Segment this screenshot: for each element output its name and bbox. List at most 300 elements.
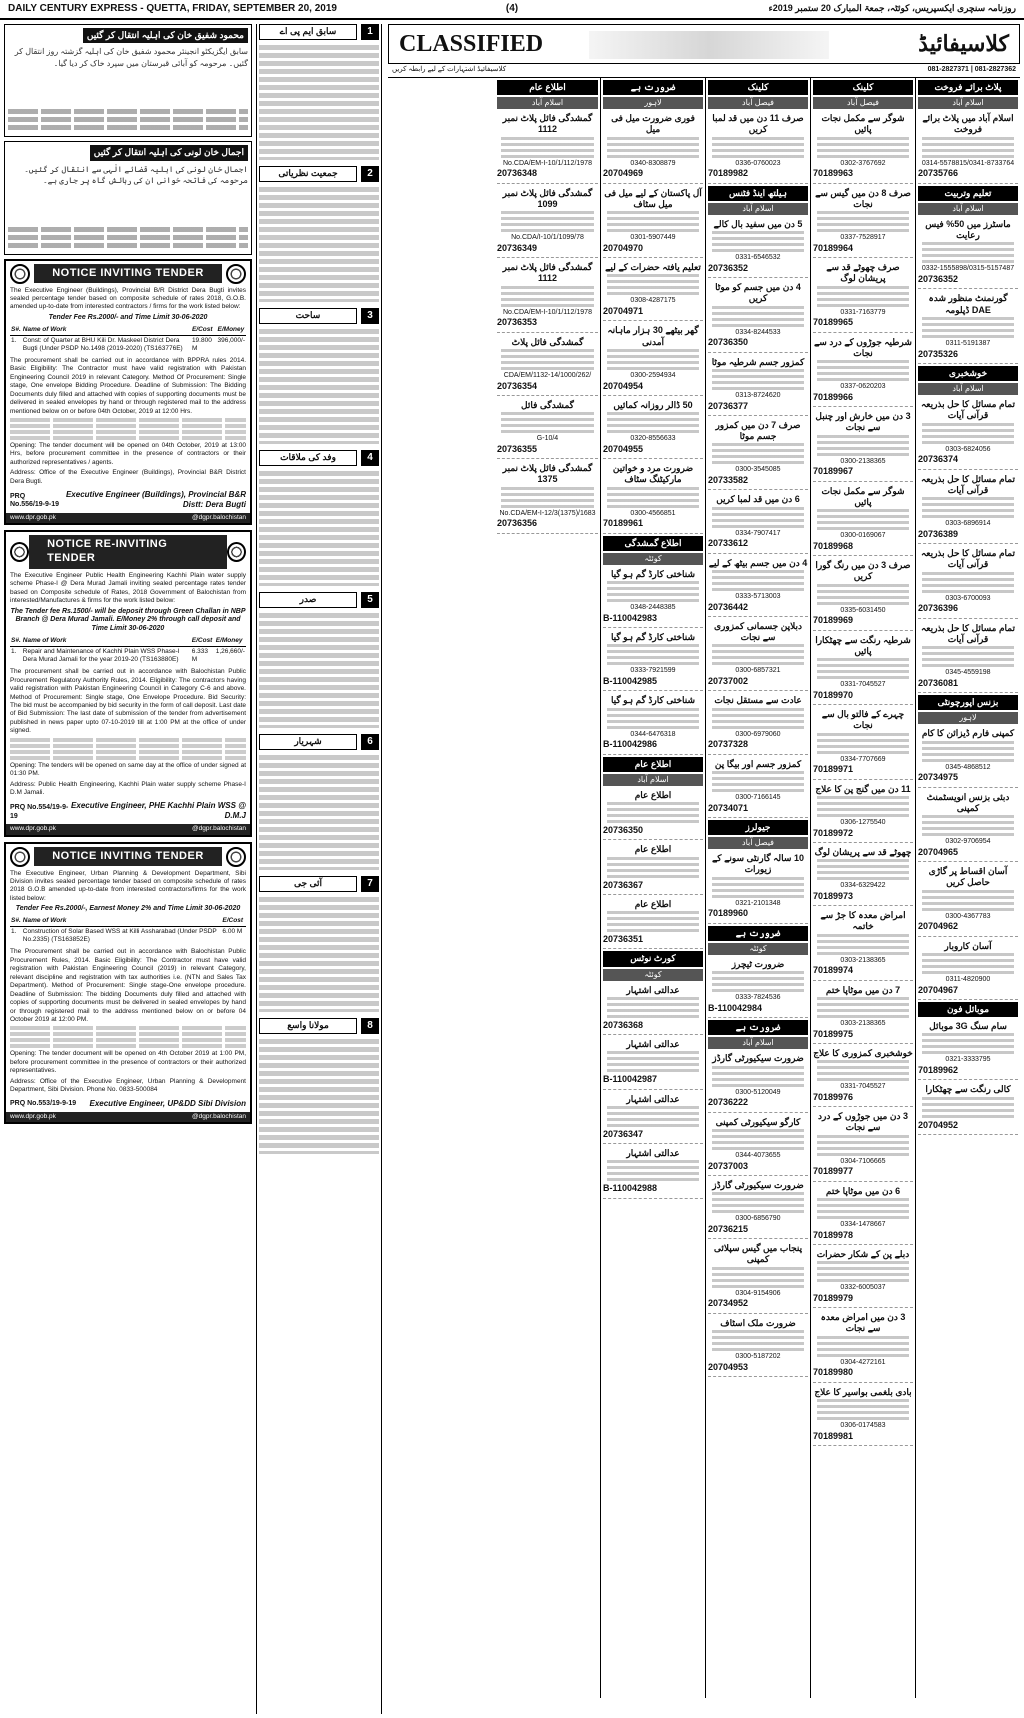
ad-phone: 0345-4868512 [945, 763, 991, 771]
ad-title: 4 دن میں جسم بیٹھ کے لیے [708, 557, 808, 568]
tender-opening: Opening: The tenders will be opened on same day at the office of under signed at 01:30 PM. [10, 761, 246, 778]
classified-ad [708, 619, 808, 692]
ad-code: 20737328 [708, 739, 749, 750]
ad-code: 70189968 [813, 540, 854, 551]
tender-fee: The Tender fee Rs.1500/- will be deposit through Green Challan in NBP Branch @ Dera Murad Jamali. E/Money 2% through call deposit and Time Limit 30-06-2020 [10, 607, 246, 633]
ad-code: 20736347 [603, 1128, 644, 1139]
text-placeholder-line [259, 567, 379, 572]
ad-phone: 0334-8244533 [735, 328, 781, 336]
text-placeholder-line [259, 361, 379, 366]
ad-code: 70189975 [813, 1028, 854, 1039]
ad-title: گمشدگی فائل پلاٹ نمبر 1112 [502, 113, 593, 135]
ad-code: 20733582 [708, 475, 749, 485]
text-placeholder-line [259, 479, 379, 484]
tender-sign-row [10, 799, 246, 821]
tender-body: The procurement shall be carried out in accordance with BPPRA rules 2014. Basic Eligibility: The Contractor must have valid registration with Pakistan Engineering Council 2019 in relevant Category. Method Of Procurement: Single stage, One envelope Bidding Procedure. Deadline of Submission: The Bidding Documents duly filled and attached with copies of supporting documents must be delivered in sealed envelopes by hand or through registered mail to the address mentioned below on or before 04th October, 2019 at 12:00 Hrs. [10, 356, 246, 415]
tender-header [10, 847, 246, 867]
condolence-text: سابق ایگزیکٹو انجینئر محمود شفیق خان کی اہلیہ گزشتہ روز انتقال کر گئیں۔ مرحومہ کو آبائی قبرستان میں سپرد خاک کر دیا گیا۔ [14, 47, 248, 68]
tender-cell: 396,000/- [217, 336, 245, 344]
text-placeholder-line [259, 621, 379, 626]
ad-code: 20733612 [708, 538, 749, 549]
text-placeholder-line [8, 117, 248, 122]
classified-ad [918, 472, 1018, 545]
news-block [259, 1018, 379, 1154]
ad-text-placeholder [922, 497, 1014, 519]
tender-opening: Opening: The tender document will be opened on 04th October, 2019 at 13:00 Hrs, before procurement committee in the presence of contractors or their authorized representatives / agents. [10, 442, 246, 466]
ad-phone: 0334-6329422 [840, 882, 886, 889]
ad-phone: 0331-6546532 [735, 254, 781, 261]
ad-title: تمام مسائل کا حل بذریعہ قرآنی آیات [920, 622, 1016, 644]
ad-code: 20736349 [497, 242, 538, 253]
text-placeholder-line [259, 771, 379, 776]
ad-phone: 0300-2138365 [840, 457, 886, 465]
text-placeholder-line [259, 787, 379, 792]
government-seal-icon [10, 264, 30, 284]
text-placeholder-line [259, 755, 379, 760]
text-placeholder-line [259, 725, 379, 728]
ad-code: 20736355 [497, 443, 538, 454]
classified-ad [918, 939, 1018, 1000]
ad-code: 70189974 [813, 965, 854, 976]
ad-text-placeholder [501, 211, 594, 233]
classified-ad [603, 842, 703, 895]
text-placeholder-line [10, 1032, 246, 1036]
text-placeholder-line [10, 744, 246, 748]
text-placeholder-line [259, 551, 379, 556]
condolence-title: اجمال خان لونی کی اہلیہ انتقال کر گئیں [90, 145, 248, 160]
tender-title: NOTICE INVITING TENDER [34, 847, 222, 867]
tender-cell: Repair and Maintenance of Kachhi Plain WSS Phase-I Dera Murad Jamali for the year 2019-20 (TS163880E) [22, 647, 180, 664]
text-placeholder-line [259, 1087, 379, 1092]
classified-ad [497, 111, 598, 184]
classified-ad [813, 707, 913, 780]
tender-fee: Tender Fee Rs.2000/-, Earnest Money 2% and Time Limit 30-06-2020 [15, 905, 241, 913]
classified-ad [708, 280, 808, 353]
ad-phone: 0303-2138365 [840, 956, 886, 964]
classified-category: خوشخبری [918, 366, 1018, 381]
text-placeholder-line [259, 977, 379, 982]
classified-column [705, 78, 810, 1698]
text-placeholder-line [259, 527, 379, 532]
ad-text-placeholder [607, 857, 699, 879]
text-placeholder-line [259, 677, 379, 682]
classified-category: تعلیم وتربیت [918, 186, 1018, 201]
ad-code: 20736389 [918, 528, 959, 539]
text-placeholder-line [259, 993, 379, 998]
classified-city: کوئٹہ [708, 943, 808, 955]
classified-ad [708, 757, 808, 818]
text-placeholder-line [259, 433, 379, 438]
text-placeholder-line [259, 259, 379, 264]
classified-ad [813, 484, 913, 557]
ad-text-placeholder [607, 911, 699, 933]
text-placeholder-line [259, 101, 379, 106]
ad-code: 70189971 [813, 764, 854, 775]
text-placeholder-line [259, 1063, 379, 1068]
ad-text-placeholder [712, 570, 804, 592]
text-placeholder-line [259, 1047, 379, 1052]
ad-text-placeholder [817, 1135, 909, 1157]
text-placeholder-line [259, 693, 379, 698]
text-placeholder-line [259, 203, 379, 208]
masthead-right: روزنامہ سنچری ایکسپریس، کوئٹہ، جمعۃ المبارک 20 ستمبر 2019ء [768, 3, 1016, 14]
ad-code: 20735766 [918, 168, 959, 179]
ad-title: گمشدگی فائل پلاٹ [511, 336, 584, 347]
ad-phone: 0320-8556633 [630, 435, 676, 442]
ad-phone: 0300-5187202 [735, 1352, 781, 1360]
ad-title: 3 دن میں خارش اور چنبل سے نجات [815, 411, 911, 433]
ad-title: اسلام آباد میں پلاٹ برائے فروخت [922, 113, 1014, 135]
ad-text-placeholder [607, 412, 699, 434]
ad-phone: 0331-7045527 [840, 1083, 886, 1090]
classified-ad [918, 397, 1018, 470]
tender-column-header: E/Cost [191, 636, 215, 647]
text-placeholder-line [259, 819, 379, 824]
tender-intro: The Executive Engineer Public Health Engineering Kachhi Plain water supply scheme Phase-I @ Dera Murad Jamali inviting sealed percentage rates tender based on Composite schedule of Rates, 2018 Government of Balochistan from interested/Manufactures & firms for the work listed below: [10, 571, 246, 605]
ad-title: ضرورت ملک اسٹاف [720, 1317, 796, 1328]
ad-title: عادت سے مستقل نجات [714, 695, 802, 706]
ad-phone: 0300-3545085 [735, 466, 781, 474]
ad-title: ضرورت مرد و خواتین مارکیٹنگ سٹاف [612, 463, 694, 485]
ad-code: 20736350 [603, 825, 644, 835]
classified-ad [603, 1037, 703, 1090]
prq-number: PRQ No.553/19-9-19 [10, 1099, 77, 1107]
text-placeholder-line [259, 1001, 379, 1006]
ad-title: صرف 8 دن میں گیس سے نجات [815, 187, 911, 209]
ad-text-placeholder [817, 934, 909, 956]
tender-header [10, 264, 246, 284]
ad-code: 20736081 [918, 677, 959, 688]
ad-text-placeholder [712, 507, 804, 529]
classified-ad [603, 461, 703, 534]
text-placeholder-line [259, 401, 379, 406]
text-placeholder-line [259, 867, 379, 870]
classified-ad [708, 111, 808, 184]
department-seal-icon [226, 847, 246, 867]
text-placeholder-line [259, 913, 379, 918]
tender-title: NOTICE INVITING TENDER [34, 264, 222, 284]
masthead-left: DAILY CENTURY EXPRESS - QUETTA, FRIDAY, SEPTEMBER 20, 2019 [8, 2, 337, 14]
text-placeholder-line [259, 495, 379, 500]
ad-code: 70189962 [918, 1065, 959, 1075]
ad-code: 20736377 [708, 400, 749, 411]
news-block [259, 308, 379, 444]
classified-ad [708, 1115, 808, 1176]
ad-text-placeholder [817, 435, 909, 457]
classified-city: اسلام آباد [918, 383, 1018, 395]
text-placeholder-line [259, 219, 379, 224]
classified-ad [918, 790, 1018, 863]
text-placeholder-line [259, 827, 379, 832]
ad-title: آل پاکستان کے لیے میل فی میل سٹاف [604, 187, 702, 209]
ad-title: گھر بیٹھے 30 ہزار ماہانہ آمدنی [607, 325, 699, 347]
ad-phone: 0333-7824536 [735, 994, 781, 1001]
text-placeholder-line [259, 337, 379, 342]
text-placeholder-line [8, 125, 248, 130]
tender-row [10, 646, 246, 665]
ad-title: 4 دن میں جسم کو موٹا کریں [715, 282, 801, 304]
ad-code: 70189963 [813, 168, 854, 179]
ad-text-placeholder [712, 443, 804, 465]
ad-code: 20736368 [603, 1019, 644, 1030]
ad-phone: 0321-3333795 [945, 1056, 991, 1064]
news-block [259, 592, 379, 728]
ad-text-placeholder [607, 1106, 699, 1128]
classified-category: اطلاع عام [603, 757, 703, 772]
classified-ad [708, 492, 808, 553]
text-placeholder-line [259, 503, 379, 508]
classified-column [600, 78, 705, 1698]
ad-text-placeholder [712, 306, 804, 328]
classified-ad [813, 908, 913, 981]
ad-text-placeholder [712, 1267, 804, 1289]
classified-ad [813, 1184, 913, 1245]
text-placeholder-line [259, 283, 379, 288]
text-placeholder-line [259, 1055, 379, 1060]
ad-title: تمام مسائل کا حل بذریعہ قرآنی آیات [920, 473, 1016, 495]
ad-title: شناختی کارڈ گم ہو گیا [610, 632, 696, 642]
text-placeholder-line [259, 125, 379, 130]
ad-phone: 0303-6896914 [945, 520, 991, 527]
classified-city: اسلام آباد [708, 203, 808, 215]
classified-ad [708, 217, 808, 278]
ad-phone: CDA/EM/1132-14/1000/262/ [503, 371, 592, 379]
ad-code: 20736352 [708, 262, 749, 273]
news-block-text [259, 752, 379, 870]
text-placeholder-line [259, 653, 379, 658]
classified-city: لاہور [918, 712, 1018, 724]
classified-title-en: CLASSIFIED [399, 31, 544, 57]
news-block-number: 5 [361, 592, 379, 608]
ad-code: 20736352 [918, 274, 959, 284]
tender-row [10, 335, 246, 354]
classified-ad [813, 1247, 913, 1308]
condolence-text: اجمال خان لونی کی اہلیہ قضائے الٰہی سے انتقال کر گئیں۔ مرحومہ کی فاتحہ خوانی ان کی رہائش گاہ پر جاری ہے۔ [24, 164, 248, 186]
ad-code: 70189966 [813, 391, 854, 402]
text-placeholder-line [259, 961, 379, 966]
ad-phone: 0340-8308879 [630, 159, 676, 167]
text-placeholder-line [259, 969, 379, 974]
ad-phone: No.CDA/I-10/1/1099/78 [511, 234, 584, 241]
classified-ad [603, 260, 703, 321]
prq-number: PRQ No.554/19-9-19 [10, 803, 69, 820]
classified-ad [603, 1092, 703, 1145]
ad-text-placeholder [607, 349, 699, 371]
text-placeholder-line [259, 385, 379, 390]
condolence-notice [4, 24, 252, 137]
ad-code: 70189979 [813, 1292, 854, 1303]
news-block-text [259, 326, 379, 444]
ad-title: تمام مسائل کا حل بذریعہ قرآنی آیات [920, 548, 1016, 570]
text-placeholder-line [10, 1044, 246, 1048]
tender-notice [4, 259, 252, 526]
text-placeholder-line [259, 1071, 379, 1076]
text-placeholder-line [259, 45, 379, 50]
ad-code: 70189965 [813, 317, 854, 328]
ad-phone: 0303-2138365 [840, 1019, 886, 1027]
ad-text-placeholder [607, 211, 699, 233]
footer-website: www.dpr.gob.pk [10, 1112, 56, 1120]
classified-city: کوئٹہ [603, 553, 703, 565]
ad-code: 20704969 [603, 168, 644, 179]
ad-phone: 0302-3767692 [840, 159, 886, 167]
ad-title: 50 ڈالر روزانہ کمائیں [613, 399, 693, 410]
ad-title: گمشدگی فائل پلاٹ نمبر 1099 [502, 187, 593, 209]
ad-text-placeholder [712, 971, 804, 993]
text-placeholder-line [259, 109, 379, 114]
classified-column [495, 78, 600, 1698]
ad-phone: 0304-7106665 [840, 1157, 886, 1165]
classified-ad [708, 418, 808, 491]
ad-title: شوگر سے مکمل نجات پائیں [821, 113, 905, 135]
text-placeholder-line [10, 1038, 246, 1042]
text-placeholder-line [8, 109, 248, 114]
tender-cell: 1. [11, 647, 17, 655]
ad-title: کمپنی فارم ڈیزائن کا کام [921, 728, 1015, 739]
ad-text-placeholder [607, 802, 699, 824]
prq-number: PRQ No.556/19-9-19 [10, 492, 60, 509]
classified-ad [918, 291, 1018, 364]
ad-title: اطلاع عام [634, 898, 672, 909]
news-block-header [259, 308, 379, 324]
text-placeholder-line [10, 424, 246, 428]
ad-title: ماسٹرز میں 50% فیس رعایت [925, 218, 1011, 240]
text-placeholder-line [259, 133, 379, 138]
classified-ad [918, 1019, 1018, 1080]
classified-ad [708, 851, 808, 924]
ad-text-placeholder [817, 796, 909, 818]
ad-title: ضرورت سیکیورٹی گارڈز [712, 1053, 804, 1064]
ad-text-placeholder [712, 877, 804, 899]
ad-title: 3 دن میں جوڑوں کے درد سے نجات [818, 1111, 908, 1133]
ad-phone: 0313-8724620 [735, 391, 781, 399]
ad-phone: 0304-9154906 [735, 1289, 781, 1297]
ad-phone: 0336-0760023 [735, 159, 781, 167]
text-placeholder-line [259, 945, 379, 950]
classified-ad [603, 693, 703, 754]
text-placeholder-line [259, 1135, 379, 1140]
department-seal-icon [227, 542, 246, 562]
tender-fee: Tender Fee Rs.2000/- and Time Limit 30-06-2020 [48, 313, 208, 321]
ad-text-placeholder [712, 644, 804, 666]
ad-code: 70189977 [813, 1166, 854, 1177]
text-placeholder-line [259, 149, 379, 154]
classified-ad [603, 983, 703, 1036]
news-block-title: صدر [259, 592, 357, 607]
ad-code: 20736353 [497, 317, 538, 328]
classified-ad [813, 111, 913, 184]
ad-text-placeholder [817, 1261, 909, 1283]
classified-ad [603, 1146, 703, 1199]
text-placeholder-line [259, 267, 379, 272]
ad-title: اطلاع عام [634, 789, 672, 800]
tender-column-header: E/Money [217, 325, 246, 336]
ad-phone: 0345-4559198 [945, 669, 991, 676]
footer-website: www.dpr.gob.pk [10, 514, 56, 522]
text-placeholder-line [259, 701, 379, 706]
ad-text-placeholder [712, 137, 804, 159]
classified-category: ہیلتھ اینڈ فٹنس [708, 186, 808, 201]
tender-opening: Opening: The tender document will be opened on 4th October 2019 at 1:00 PM, before procurement committee in the presence of contractors or their authorized representatives. [10, 1050, 246, 1075]
ad-text-placeholder [501, 137, 594, 159]
ad-text-placeholder [922, 317, 1014, 339]
news-block-number: 2 [361, 166, 379, 182]
ad-code: 20704962 [918, 921, 959, 932]
ad-title: ضرورت سیکیورٹی گارڈز [712, 1179, 804, 1190]
ad-phone: 0308-4287175 [630, 297, 676, 305]
ad-title: 7 دن میں موٹاپا ختم [825, 984, 901, 995]
ad-code: 20736396 [918, 603, 959, 614]
text-placeholder-line [259, 1103, 379, 1108]
tender-column-header: S#. [10, 636, 22, 647]
tender-column-header: E/Cost [221, 916, 244, 927]
classified-ad [603, 398, 703, 459]
ad-phone: 0348-2448385 [630, 604, 676, 611]
ad-title: عدالتی اشتہار [626, 1148, 680, 1158]
text-placeholder-line [259, 195, 379, 200]
ad-phone: 0311-5191387 [945, 339, 991, 347]
tender-column-header [244, 916, 246, 927]
ad-text-placeholder [712, 1066, 804, 1088]
text-placeholder-line [259, 1095, 379, 1100]
tender-signatory: Executive Engineer (Buildings), Provincial B&R Distt: Dera Bugti [65, 490, 246, 510]
text-placeholder-line [259, 763, 379, 768]
text-placeholder-line [259, 345, 379, 350]
text-placeholder-line [259, 329, 379, 334]
tender-cell: 19.800 M [191, 336, 212, 352]
ad-title: شرطیہ جوڑوں کے درد سے نجات [814, 336, 912, 358]
ad-text-placeholder [922, 572, 1014, 594]
tender-address: Address: Office of the Executive Engineer, Urban Planning & Development Department, Sibi Division. Phone No. 0833-500084 [10, 1077, 246, 1094]
tender-column-header: Name of Work [22, 325, 191, 336]
classified-ad [708, 1316, 808, 1377]
ad-text-placeholder [922, 423, 1014, 445]
news-block-title: آئی جی [259, 876, 357, 891]
ad-title: شرطیہ رنگت سے چھٹکارا پائیں [815, 634, 911, 656]
text-placeholder-line [259, 53, 379, 58]
text-placeholder-line [259, 685, 379, 690]
classified-ad [813, 335, 913, 408]
tender-column-header: S#. [10, 325, 22, 336]
news-block-text [259, 184, 379, 302]
ad-code: 70189972 [813, 827, 854, 838]
ad-code: 70189970 [813, 689, 854, 700]
text-placeholder-line [259, 69, 379, 74]
text-placeholder-line [259, 645, 379, 650]
ad-text-placeholder [712, 1192, 804, 1214]
classified-category: کورٹ نوٹس [603, 951, 703, 966]
classified-ad [813, 260, 913, 333]
ad-title: کمزور جسم شرطیہ موٹا [711, 356, 805, 367]
news-block-text [259, 1036, 379, 1154]
news-block-header [259, 734, 379, 750]
ad-code: 70189969 [813, 615, 854, 626]
news-block-text [259, 42, 379, 160]
ad-text-placeholder [817, 286, 909, 308]
ad-title: عدالتی اشتہار [626, 984, 680, 995]
footer-website: www.dpr.gob.pk [10, 825, 56, 833]
classified-title-ur: کلاسیفائیڈ [918, 31, 1009, 57]
ad-text-placeholder [501, 286, 594, 308]
news-block-number: 3 [361, 308, 379, 324]
classified-city: اسلام آباد [603, 774, 703, 786]
news-blocks [259, 24, 379, 1154]
ad-phone: 0306-1275540 [840, 818, 886, 826]
ad-text-placeholder [607, 708, 699, 730]
ad-title: صرف 11 دن میں قد لمبا کریں [712, 113, 804, 135]
classified-category: کلینک [708, 80, 808, 95]
news-block-text [259, 610, 379, 728]
